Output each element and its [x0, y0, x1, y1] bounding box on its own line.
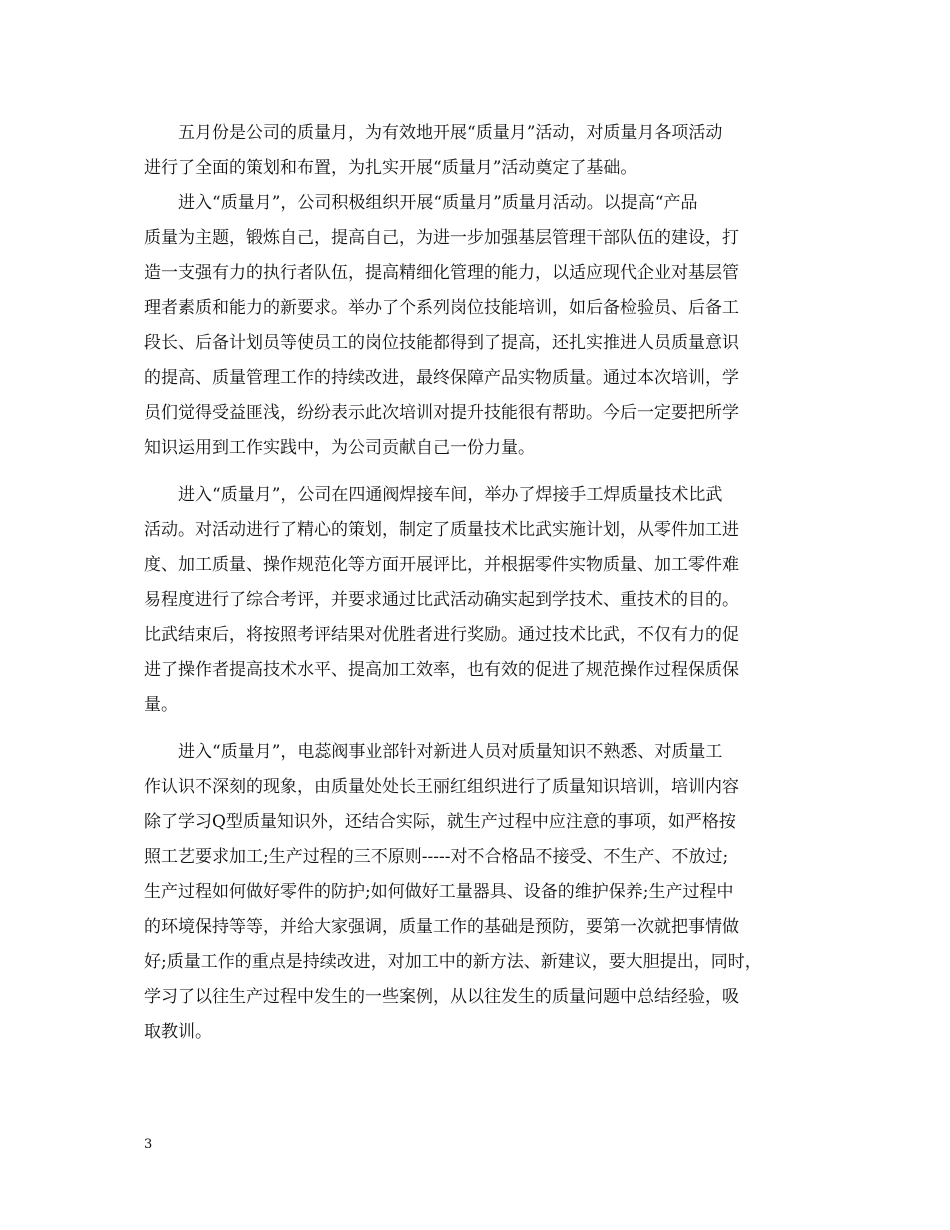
body-text-line: 造一支强有力的执行者队伍，提高精细化管理的能力，以适应现代企业对基层管	[144, 263, 739, 283]
body-text-line: 进入“质量月”，公司在四通阀焊接车间，举办了焊接手工焊质量技术比武	[144, 485, 723, 505]
body-text-line: 学习了以往生产过程中发生的一些案例，从以往发生的质量问题中总结经验，吸	[144, 987, 739, 1007]
body-text-line: 进入“质量月”，公司积极组织开展“质量月”质量月活动。以提高“产品	[144, 193, 698, 213]
body-text-line: 理者素质和能力的新要求。举办了个系列岗位技能培训，如后备检验员、后备工	[144, 298, 739, 318]
body-text-line: 易程度进行了综合考评，并要求通过比武活动确实起到学技术、重技术的目的。	[144, 590, 739, 610]
body-text-line: 段长、后备计划员等使员工的岗位技能都得到了提高，还扎实推进人员质量意识	[144, 333, 739, 353]
body-text-line: 好;质量工作的重点是持续改进，对加工中的新方法、新建议，要大胆提出，同时，	[144, 952, 762, 972]
body-text-line: 的提高、质量管理工作的持续改进，最终保障产品实物质量。通过本次培训，学	[144, 368, 739, 388]
body-text-line: 度、加工质量、操作规范化等方面开展评比，并根据零件实物质量、加工零件难	[144, 555, 739, 575]
page-number: 3	[144, 1137, 153, 1152]
body-text-line: 除了学习Q型质量知识外，还结合实际，就生产过程中应注意的事项，如严格按	[144, 812, 736, 832]
body-text-line: 作认识不深刻的现象，由质量处处长王丽红组织进行了质量知识培训，培训内容	[144, 777, 739, 797]
body-text-line: 生产过程如何做好零件的防护;如何做好工量器具、设备的维护保养;生产过程中	[144, 882, 734, 902]
body-text-line: 活动。对活动进行了精心的策划，制定了质量技术比武实施计划，从零件加工进	[144, 520, 739, 540]
body-text-line: 量。	[144, 695, 178, 715]
body-text-line: 五月份是公司的质量月，为有效地开展“质量月”活动，对质量月各项活动	[144, 123, 723, 143]
body-text-line: 的环境保持等等，并给大家强调，质量工作的基础是预防，要第一次就把事情做	[144, 917, 739, 937]
body-text-line: 质量为主题，锻炼自己，提高自己，为进一步加强基层管理干部队伍的建设，打	[144, 228, 739, 248]
body-text-line: 员们觉得受益匪浅，纷纷表示此次培训对提升技能很有帮助。今后一定要把所学	[144, 403, 739, 423]
body-text-line: 照工艺要求加工;生产过程的三不原则-----对不合格品不接受、不生产、不放过;	[144, 847, 729, 867]
body-text-line: 进了操作者提高技术水平、提高加工效率，也有效的促进了规范操作过程保质保	[144, 660, 739, 680]
body-text-line: 知识运用到工作实践中，为公司贡献自己一份力量。	[144, 438, 535, 458]
body-text-line: 进行了全面的策划和布置，为扎实开展“质量月”活动奠定了基础。	[144, 158, 638, 178]
body-text-line: 取教训。	[144, 1022, 212, 1042]
body-text-line: 进入“质量月”，电蕊阀事业部针对新进人员对质量知识不熟悉、对质量工	[144, 742, 723, 762]
body-text-line: 比武结束后，将按照考评结果对优胜者进行奖励。通过技术比武，不仅有力的促	[144, 625, 739, 645]
